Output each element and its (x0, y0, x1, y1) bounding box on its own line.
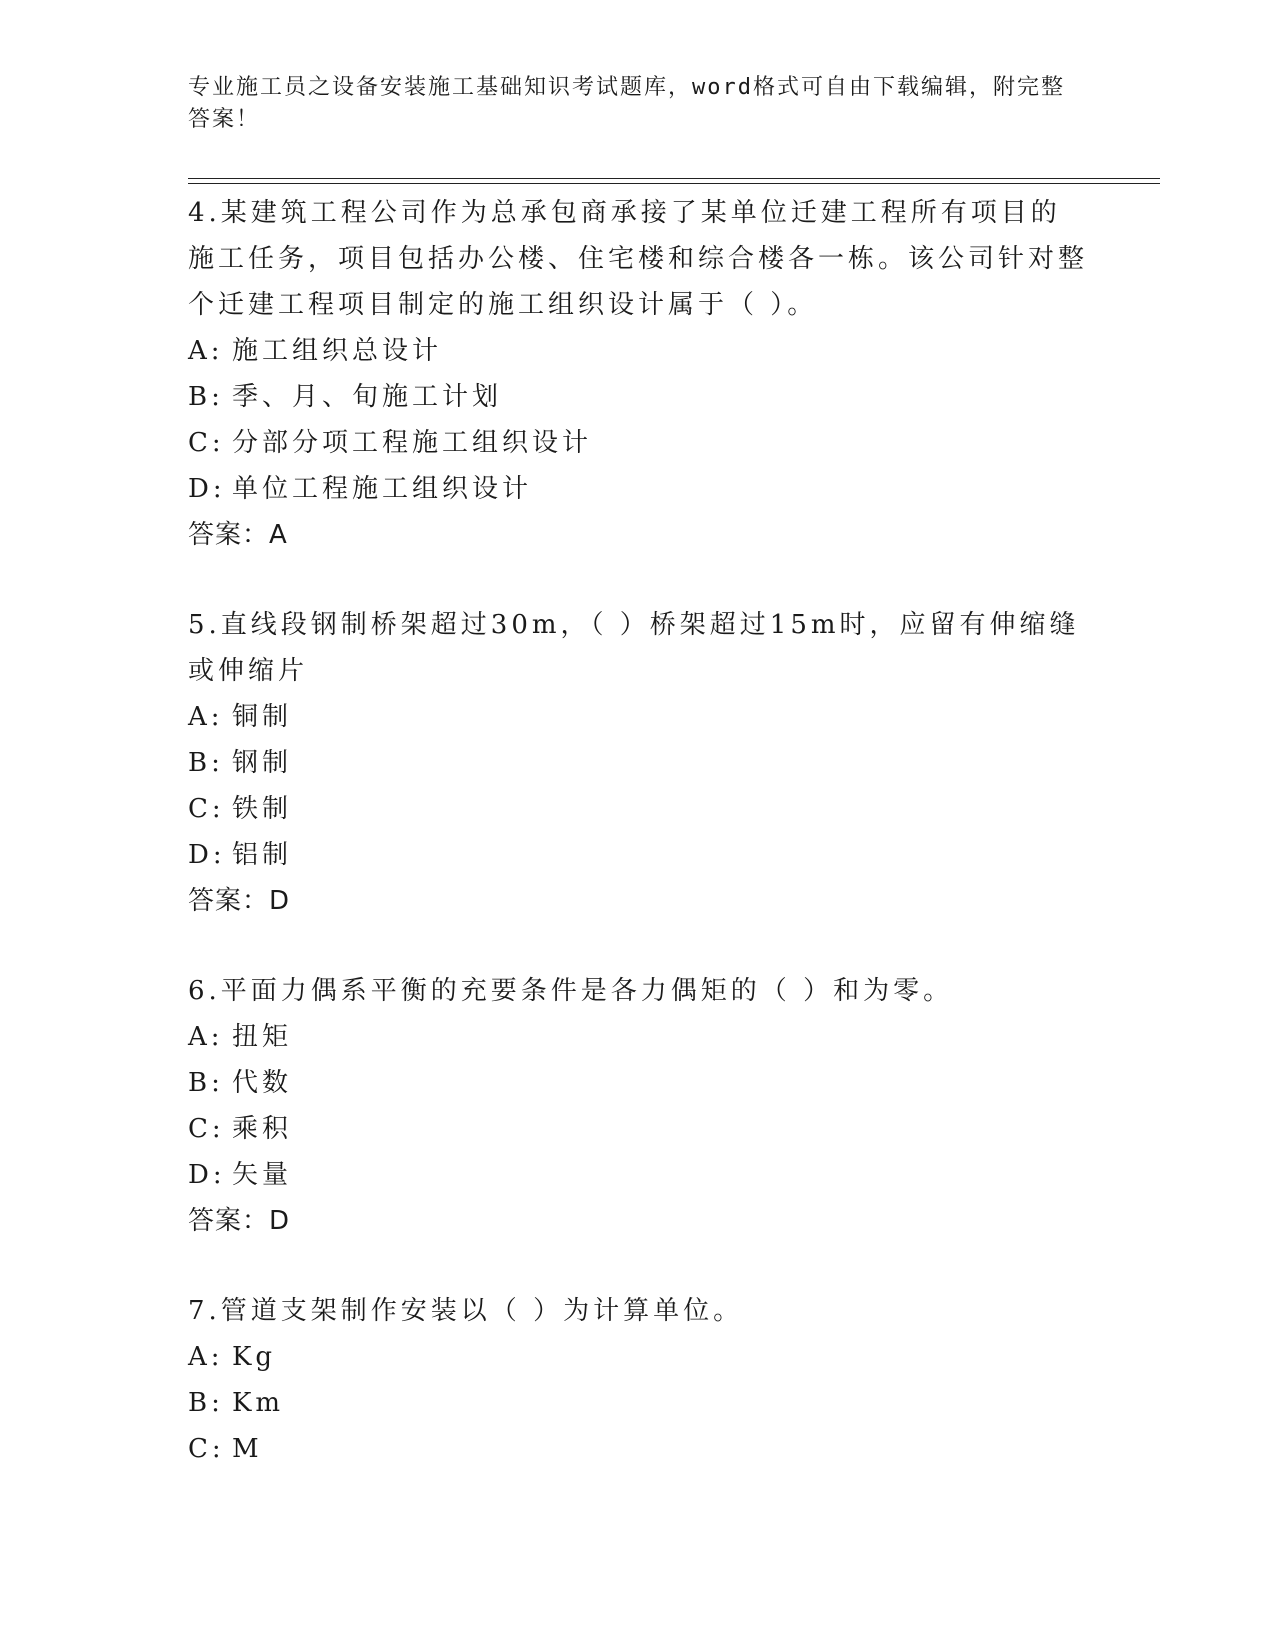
option-letter: D: (188, 840, 226, 870)
question-6 (188, 968, 1088, 1244)
option-text: 施工组织总设计 (232, 336, 443, 366)
option-c (188, 1106, 1088, 1152)
option-d (188, 832, 1088, 878)
option-text: 代数 (232, 1068, 293, 1098)
option-letter: B: (188, 1388, 224, 1418)
question-stem: 7.管道支架制作安装以（ ）为计算单位。 (188, 1296, 744, 1326)
option-letter: B: (188, 1068, 224, 1098)
option-a (188, 694, 1088, 740)
option-d (188, 1152, 1088, 1198)
option-b (188, 374, 1088, 420)
answer-line: 答案：D (188, 886, 291, 916)
option-text: 季、月、旬施工计划 (232, 382, 503, 412)
option-c (188, 1426, 1088, 1472)
option-letter: A: (188, 336, 224, 366)
question-stem: 6.平面力偶系平衡的充要条件是各力偶矩的（ ）和为零。 (188, 976, 954, 1006)
option-text: 扭矩 (232, 1022, 293, 1052)
question-list (188, 190, 1088, 1516)
option-letter: D: (188, 474, 226, 504)
option-letter: B: (188, 748, 224, 778)
option-letter: D: (188, 1160, 226, 1190)
option-c (188, 786, 1088, 832)
option-text: 铜制 (232, 702, 293, 732)
question-stem: 5.直线段钢制桥架超过30m，（ ）桥架超过15m时，应留有伸缩缝或伸缩片 (188, 610, 1080, 686)
option-letter: C: (188, 428, 225, 458)
question-4 (188, 190, 1088, 558)
option-letter: C: (188, 794, 225, 824)
option-letter: C: (188, 1114, 225, 1144)
question-stem: 4.某建筑工程公司作为总承包商承接了某单位迁建工程所有项目的施工任务，项目包括办公楼、住宅楼和综合楼各一栋。该公司针对整个迁建工程项目制定的施工组织设计属于（ ）。 (188, 198, 1089, 320)
option-text: 钢制 (232, 748, 293, 778)
option-c (188, 420, 1088, 466)
option-a (188, 1014, 1088, 1060)
option-a (188, 1334, 1088, 1380)
option-a (188, 328, 1088, 374)
question-5 (188, 602, 1088, 924)
option-letter: A: (188, 1022, 224, 1052)
option-text: 分部分项工程施工组织设计 (232, 428, 593, 458)
option-text: 铝制 (232, 840, 293, 870)
option-b (188, 740, 1088, 786)
option-letter: C: (188, 1434, 225, 1464)
option-text: Kg (232, 1342, 277, 1372)
answer-line: 答案：D (188, 1206, 291, 1236)
option-letter: B: (188, 382, 224, 412)
option-d (188, 466, 1088, 512)
option-b (188, 1060, 1088, 1106)
header-divider-bottom (188, 183, 1160, 184)
document-header: 专业施工员之设备安装施工基础知识考试题库，word格式可自由下载编辑，附完整答案！ (188, 75, 1065, 132)
option-text: 铁制 (232, 794, 293, 824)
option-text: 乘积 (232, 1114, 293, 1144)
option-text: 单位工程施工组织设计 (232, 474, 533, 504)
option-text: M (232, 1434, 263, 1464)
header-divider-top (188, 178, 1160, 179)
option-text: 矢量 (232, 1160, 293, 1190)
answer-line: 答案：A (188, 520, 288, 550)
option-letter: A: (188, 702, 224, 732)
question-7 (188, 1288, 1088, 1472)
option-letter: A: (188, 1342, 224, 1372)
option-text: Km (232, 1388, 285, 1418)
option-b (188, 1380, 1088, 1426)
